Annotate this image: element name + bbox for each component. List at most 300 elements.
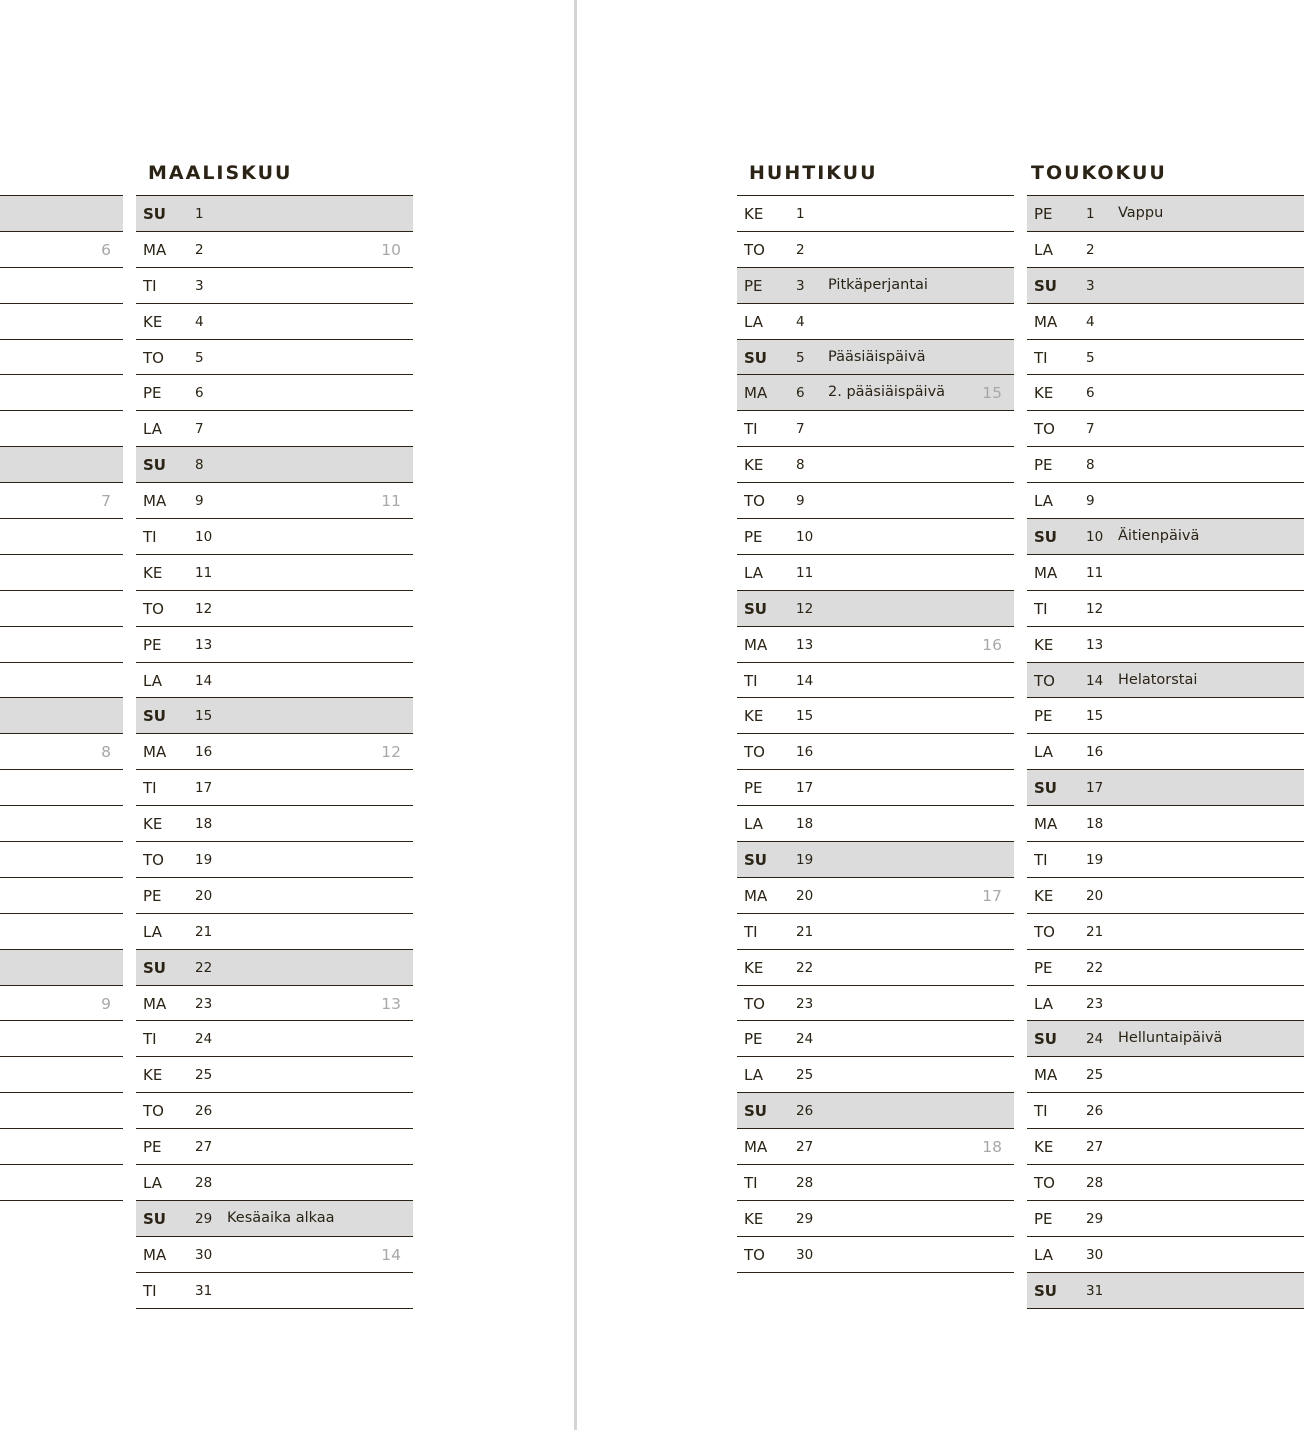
day-number: 26 <box>195 1103 213 1120</box>
week-number: 12 <box>381 743 401 762</box>
week-number: 9 <box>101 994 111 1013</box>
weekday-label: KE <box>1034 1138 1054 1157</box>
day-number: 15 <box>195 708 213 725</box>
day-number: 19 <box>796 852 814 869</box>
day-row <box>737 374 1014 410</box>
day-row <box>0 841 123 877</box>
day-row <box>737 339 1014 375</box>
day-row <box>136 554 413 590</box>
day-row <box>737 1020 1014 1056</box>
day-row <box>0 195 123 231</box>
weekday-label: SU <box>1034 779 1057 798</box>
week-number: 18 <box>982 1138 1002 1157</box>
day-row <box>1027 805 1304 841</box>
weekday-label: TI <box>744 922 758 941</box>
day-row <box>737 231 1014 267</box>
day-table <box>1027 195 1304 1309</box>
weekday-label: PE <box>143 886 162 905</box>
day-row <box>0 877 123 913</box>
day-number: 2 <box>1086 241 1095 258</box>
day-row <box>136 1020 413 1056</box>
day-row <box>737 769 1014 805</box>
day-number: 16 <box>796 744 814 761</box>
day-row <box>1027 303 1304 339</box>
holiday-label: Kesäaika alkaa <box>227 1209 335 1226</box>
day-number: 28 <box>1086 1175 1104 1192</box>
day-row <box>1027 769 1304 805</box>
week-number: 13 <box>381 994 401 1013</box>
weekday-label: SU <box>744 599 767 618</box>
weekday-label: LA <box>1034 1245 1053 1264</box>
weekday-label: SU <box>1034 1281 1057 1300</box>
weekday-label: SU <box>744 1102 767 1121</box>
day-row <box>1027 1272 1304 1309</box>
day-row <box>1027 446 1304 482</box>
day-row <box>1027 913 1304 949</box>
weekday-label: MA <box>744 635 768 654</box>
day-row <box>0 1164 123 1201</box>
weekday-label: MA <box>1034 815 1058 834</box>
day-number: 7 <box>195 421 204 438</box>
day-row <box>0 949 123 985</box>
day-row <box>136 446 413 482</box>
day-number: 27 <box>1086 1139 1104 1156</box>
weekday-label: PE <box>143 1138 162 1157</box>
weekday-label: PE <box>744 276 763 295</box>
day-row <box>1027 267 1304 303</box>
day-number: 11 <box>1086 564 1104 581</box>
day-number: 29 <box>195 1210 213 1227</box>
day-number: 20 <box>796 887 814 904</box>
weekday-label: TI <box>143 1281 157 1300</box>
day-row <box>136 1200 413 1236</box>
day-number: 21 <box>796 923 814 940</box>
weekday-label: MA <box>143 743 167 762</box>
day-number: 18 <box>195 816 213 833</box>
day-row <box>1027 195 1304 231</box>
day-number: 16 <box>1086 744 1104 761</box>
day-row <box>0 410 123 446</box>
day-row <box>136 590 413 626</box>
day-number: 27 <box>796 1139 814 1156</box>
weekday-label: TO <box>744 743 765 762</box>
holiday-label: Helluntaipäivä <box>1118 1030 1223 1047</box>
day-row <box>1027 697 1304 733</box>
weekday-label: SU <box>143 707 166 726</box>
day-row <box>1027 877 1304 913</box>
weekday-label: SU <box>143 958 166 977</box>
day-row <box>0 769 123 805</box>
day-row <box>136 1164 413 1200</box>
day-number: 6 <box>1086 385 1095 402</box>
weekday-label: PE <box>1034 205 1053 223</box>
week-number: 14 <box>381 1245 401 1264</box>
day-number: 12 <box>1086 600 1104 617</box>
weekday-label: TI <box>143 276 157 295</box>
day-row <box>136 195 413 231</box>
day-row <box>0 446 123 482</box>
day-number: 11 <box>195 564 213 581</box>
weekday-label: PE <box>744 528 763 547</box>
weekday-label: TO <box>744 240 765 259</box>
weekday-label: TO <box>1034 922 1055 941</box>
weekday-label: LA <box>143 420 162 439</box>
day-number: 1 <box>1086 206 1095 222</box>
week-number: 8 <box>101 743 111 762</box>
day-number: 26 <box>1086 1103 1104 1120</box>
day-row <box>136 1272 413 1309</box>
day-row <box>0 1128 123 1164</box>
weekday-label: TI <box>744 420 758 439</box>
day-number: 14 <box>1086 672 1104 689</box>
day-number: 7 <box>796 421 805 438</box>
day-number: 18 <box>1086 816 1104 833</box>
day-table <box>136 195 413 1309</box>
day-number: 15 <box>1086 708 1104 725</box>
day-number: 5 <box>195 349 204 366</box>
day-row <box>0 554 123 590</box>
day-row <box>136 913 413 949</box>
day-row <box>136 1128 413 1164</box>
day-row <box>136 805 413 841</box>
day-number: 22 <box>1086 959 1104 976</box>
day-row <box>737 1236 1014 1273</box>
day-number: 21 <box>195 923 213 940</box>
weekday-label: TO <box>744 492 765 511</box>
day-row <box>1027 1092 1304 1128</box>
day-row <box>737 913 1014 949</box>
day-number: 8 <box>195 457 204 474</box>
weekday-label: LA <box>744 815 763 834</box>
weekday-label: TI <box>143 1030 157 1049</box>
weekday-label: SU <box>143 456 166 475</box>
weekday-label: TO <box>744 994 765 1013</box>
day-number: 27 <box>195 1139 213 1156</box>
day-row <box>0 1092 123 1128</box>
day-number: 28 <box>195 1175 213 1192</box>
weekday-label: TO <box>143 348 164 367</box>
day-number: 29 <box>796 1210 814 1227</box>
day-row <box>737 841 1014 877</box>
day-number: 31 <box>1086 1282 1104 1299</box>
day-row <box>0 267 123 303</box>
weekday-label: TI <box>744 1174 758 1193</box>
weekday-label: LA <box>1034 492 1053 511</box>
day-row <box>136 769 413 805</box>
day-number: 26 <box>796 1103 814 1120</box>
day-row <box>737 1164 1014 1200</box>
day-number: 1 <box>796 206 805 222</box>
day-number: 24 <box>796 1031 814 1048</box>
weekday-label: TO <box>143 851 164 870</box>
day-row <box>737 446 1014 482</box>
day-number: 15 <box>796 708 814 725</box>
day-row <box>136 410 413 446</box>
weekday-label: LA <box>143 1174 162 1193</box>
weekday-label: LA <box>143 671 162 690</box>
month-title: MAALISKUU <box>148 162 293 184</box>
day-table <box>0 195 123 1201</box>
day-row <box>0 339 123 375</box>
day-row <box>136 697 413 733</box>
holiday-label: Äitienpäivä <box>1118 528 1200 545</box>
weekday-label: LA <box>1034 994 1053 1013</box>
day-row <box>1027 985 1304 1021</box>
day-number: 2 <box>195 241 204 258</box>
page-fold-divider <box>574 0 577 1430</box>
day-number: 29 <box>1086 1210 1104 1227</box>
week-number: 7 <box>101 492 111 511</box>
day-row <box>0 518 123 554</box>
day-number: 20 <box>195 887 213 904</box>
weekday-label: LA <box>143 922 162 941</box>
weekday-label: TI <box>1034 1102 1048 1121</box>
day-row <box>136 877 413 913</box>
day-number: 3 <box>195 277 204 294</box>
day-row <box>1027 949 1304 985</box>
weekday-label: KE <box>143 815 163 834</box>
weekday-label: LA <box>744 563 763 582</box>
day-number: 17 <box>1086 780 1104 797</box>
weekday-label: PE <box>143 384 162 403</box>
weekday-label: SU <box>1034 276 1057 295</box>
day-row <box>136 482 413 518</box>
day-row <box>1027 1236 1304 1272</box>
holiday-label: Vappu <box>1118 205 1164 221</box>
weekday-label: MA <box>1034 312 1058 331</box>
month-title: HUHTIKUU <box>749 162 878 184</box>
weekday-label: SU <box>1034 528 1057 547</box>
day-row <box>136 1236 413 1272</box>
week-number: 15 <box>982 384 1002 403</box>
day-row <box>136 949 413 985</box>
day-number: 10 <box>195 529 213 546</box>
day-number: 21 <box>1086 923 1104 940</box>
weekday-label: TI <box>143 528 157 547</box>
weekday-label: MA <box>143 994 167 1013</box>
day-number: 13 <box>796 636 814 653</box>
weekday-label: KE <box>143 1066 163 1085</box>
weekday-label: TI <box>1034 348 1048 367</box>
day-row <box>737 195 1014 231</box>
month-toukokuu <box>1027 0 1223 1430</box>
day-row <box>1027 626 1304 662</box>
day-row <box>737 805 1014 841</box>
day-number: 14 <box>796 672 814 689</box>
day-number: 3 <box>1086 277 1095 294</box>
weekday-label: MA <box>1034 1066 1058 1085</box>
day-row <box>737 267 1014 303</box>
day-row <box>136 374 413 410</box>
day-number: 12 <box>195 600 213 617</box>
day-row <box>1027 1164 1304 1200</box>
day-number: 19 <box>1086 852 1104 869</box>
week-number: 16 <box>982 635 1002 654</box>
day-row <box>0 985 123 1021</box>
day-row <box>1027 339 1304 375</box>
day-row <box>0 482 123 518</box>
day-row <box>0 1020 123 1056</box>
day-number: 25 <box>195 1067 213 1084</box>
day-row <box>1027 410 1304 446</box>
day-row <box>0 626 123 662</box>
day-row <box>737 626 1014 662</box>
day-number: 14 <box>195 672 213 689</box>
day-number: 17 <box>796 780 814 797</box>
day-number: 30 <box>1086 1246 1104 1263</box>
day-number: 23 <box>195 995 213 1012</box>
weekday-label: TI <box>143 779 157 798</box>
day-number: 10 <box>1086 529 1104 546</box>
weekday-label: PE <box>744 1030 763 1049</box>
month-title: TOUKOKUU <box>1031 162 1167 184</box>
day-number: 9 <box>796 493 805 510</box>
day-row <box>1027 733 1304 769</box>
weekday-label: MA <box>143 492 167 511</box>
day-number: 25 <box>1086 1067 1104 1084</box>
day-row <box>0 733 123 769</box>
weekday-label: KE <box>744 456 764 475</box>
weekday-label: KE <box>744 958 764 977</box>
weekday-label: PE <box>1034 456 1053 475</box>
weekday-label: TO <box>143 599 164 618</box>
day-row <box>737 410 1014 446</box>
day-row <box>1027 662 1304 698</box>
day-row <box>737 1200 1014 1236</box>
day-row <box>1027 590 1304 626</box>
day-table <box>737 195 1014 1273</box>
day-number: 23 <box>1086 995 1104 1012</box>
weekday-label: KE <box>744 707 764 726</box>
day-number: 4 <box>195 313 204 330</box>
day-row <box>136 339 413 375</box>
weekday-label: LA <box>1034 240 1053 259</box>
day-row <box>737 662 1014 698</box>
day-number: 4 <box>796 313 805 330</box>
day-number: 3 <box>796 277 805 294</box>
day-number: 24 <box>1086 1031 1104 1048</box>
day-row <box>737 1092 1014 1128</box>
day-row <box>0 662 123 698</box>
weekday-label: MA <box>744 886 768 905</box>
weekday-label: TI <box>744 671 758 690</box>
day-row <box>1027 1200 1304 1236</box>
day-row <box>737 1128 1014 1164</box>
weekday-label: PE <box>143 635 162 654</box>
day-number: 17 <box>195 780 213 797</box>
weekday-label: KE <box>744 1209 764 1228</box>
day-row <box>136 985 413 1021</box>
weekday-label: TO <box>1034 420 1055 439</box>
weekday-label: MA <box>744 384 768 403</box>
day-number: 22 <box>796 959 814 976</box>
day-row <box>1027 841 1304 877</box>
day-number: 5 <box>1086 349 1095 366</box>
day-row <box>737 590 1014 626</box>
week-number: 6 <box>101 240 111 259</box>
day-number: 4 <box>1086 313 1095 330</box>
day-row <box>0 374 123 410</box>
weekday-label: SU <box>143 1209 166 1228</box>
day-row <box>136 231 413 267</box>
day-number: 20 <box>1086 887 1104 904</box>
weekday-label: PE <box>1034 707 1053 726</box>
day-row <box>1027 1128 1304 1164</box>
day-row <box>1027 554 1304 590</box>
weekday-label: KE <box>143 563 163 582</box>
day-row <box>136 626 413 662</box>
day-number: 25 <box>796 1067 814 1084</box>
day-number: 9 <box>195 493 204 510</box>
day-row <box>737 518 1014 554</box>
day-number: 30 <box>195 1246 213 1263</box>
day-number: 8 <box>796 457 805 474</box>
weekday-label: TI <box>1034 851 1048 870</box>
day-row <box>0 805 123 841</box>
day-row <box>136 1092 413 1128</box>
day-number: 24 <box>195 1031 213 1048</box>
day-row <box>0 231 123 267</box>
day-number: 19 <box>195 852 213 869</box>
day-row <box>136 841 413 877</box>
weekday-label: SU <box>143 205 166 223</box>
day-number: 5 <box>796 349 805 366</box>
day-row <box>136 1056 413 1092</box>
weekday-label: LA <box>744 1066 763 1085</box>
week-number: 17 <box>982 886 1002 905</box>
weekday-label: KE <box>744 205 764 223</box>
day-row <box>0 590 123 626</box>
day-number: 30 <box>796 1246 814 1263</box>
day-row <box>1027 482 1304 518</box>
weekday-label: KE <box>1034 384 1054 403</box>
weekday-label: KE <box>1034 635 1054 654</box>
day-row <box>1027 518 1304 554</box>
day-number: 13 <box>195 636 213 653</box>
weekday-label: KE <box>1034 886 1054 905</box>
day-row <box>0 697 123 733</box>
day-row <box>1027 374 1304 410</box>
weekday-label: KE <box>143 312 163 331</box>
weekday-label: LA <box>1034 743 1053 762</box>
holiday-label: Pitkäperjantai <box>828 276 928 293</box>
weekday-label: TI <box>1034 599 1048 618</box>
day-row <box>737 877 1014 913</box>
day-number: 7 <box>1086 421 1095 438</box>
weekday-label: MA <box>143 1245 167 1264</box>
weekday-label: MA <box>744 1138 768 1157</box>
day-row <box>0 913 123 949</box>
day-row <box>737 985 1014 1021</box>
day-row <box>1027 1056 1304 1092</box>
day-row <box>737 303 1014 339</box>
day-number: 12 <box>796 600 814 617</box>
day-number: 8 <box>1086 457 1095 474</box>
day-number: 6 <box>796 385 805 402</box>
day-number: 23 <box>796 995 814 1012</box>
day-number: 31 <box>195 1282 213 1299</box>
week-number: 10 <box>381 240 401 259</box>
day-row <box>737 482 1014 518</box>
day-row <box>0 1056 123 1092</box>
day-row <box>136 303 413 339</box>
day-number: 18 <box>796 816 814 833</box>
week-number: 11 <box>381 492 401 511</box>
weekday-label: TO <box>744 1245 765 1264</box>
weekday-label: SU <box>1034 1030 1057 1049</box>
day-row <box>737 733 1014 769</box>
weekday-label: TO <box>143 1102 164 1121</box>
